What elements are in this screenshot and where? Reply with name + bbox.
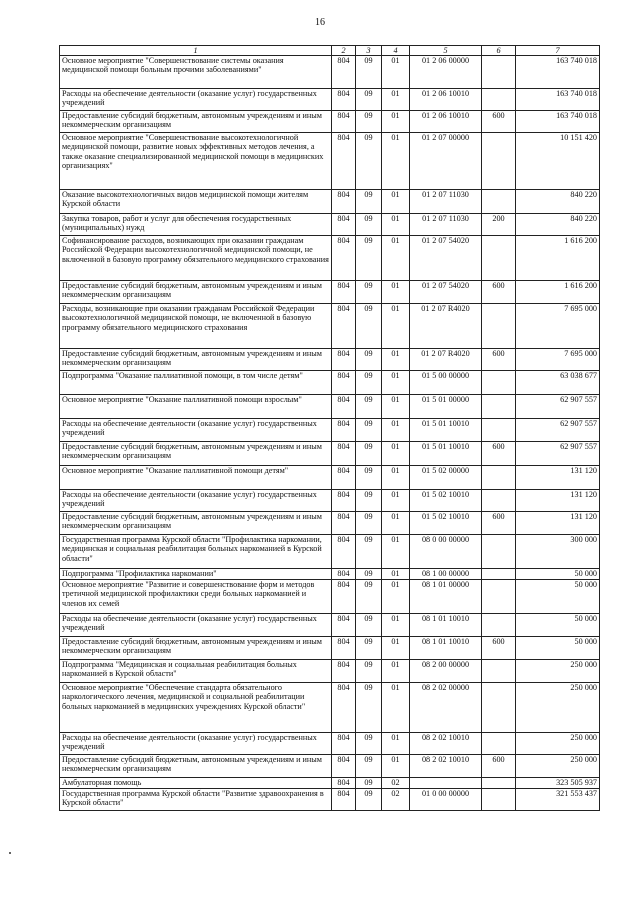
cell-csr: 01 2 07 54020 [410,236,482,281]
scan-speck [9,852,11,854]
cell-vr: 200 [482,214,516,236]
cell-vr [482,466,516,490]
cell-vr [482,304,516,349]
cell-csr [410,778,482,789]
cell-name: Основное мероприятие "Оказание паллиативной помощи детям" [60,466,332,490]
table-row [60,789,600,811]
cell-grbs: 804 [332,236,356,281]
cell-grbs: 804 [332,614,356,637]
table-row [60,190,600,214]
cell-vr [482,614,516,637]
cell-csr: 01 2 07 R4020 [410,304,482,349]
cell-vr [482,660,516,683]
cell-rz: 09 [356,214,382,236]
cell-vr [482,133,516,190]
cell-grbs: 804 [332,214,356,236]
cell-csr: 01 5 02 10010 [410,512,482,535]
cell-pr: 01 [382,111,410,133]
cell-rz: 09 [356,236,382,281]
cell-pr: 01 [382,442,410,466]
cell-pr: 01 [382,281,410,304]
cell-rz: 09 [356,56,382,89]
table-row [60,637,600,660]
cell-rz: 09 [356,371,382,395]
cell-csr: 01 2 07 11030 [410,190,482,214]
cell-vr: 600 [482,637,516,660]
cell-rz: 09 [356,395,382,419]
cell-rz: 09 [356,190,382,214]
table-row [60,236,600,281]
cell-vr: 600 [482,349,516,371]
cell-rz: 09 [356,442,382,466]
cell-amount: 63 038 677 [516,371,600,395]
cell-name: Предоставление субсидий бюджетным, автономным учреждениям и иным некоммерческим организациям [60,637,332,660]
cell-name: Расходы на обеспечение деятельности (оказание услуг) государственных учреждений [60,89,332,111]
cell-name: Расходы на обеспечение деятельности (оказание услуг) государственных учреждений [60,614,332,637]
cell-pr: 01 [382,236,410,281]
cell-csr: 01 5 01 00000 [410,395,482,419]
cell-grbs: 804 [332,660,356,683]
cell-grbs: 804 [332,281,356,304]
cell-pr: 01 [382,89,410,111]
cell-amount: 131 120 [516,466,600,490]
cell-name: Подпрограмма "Медицинская и социальная реабилитация больных наркоманией в Курской области" [60,660,332,683]
cell-amount: 840 220 [516,190,600,214]
cell-pr: 01 [382,395,410,419]
cell-amount: 163 740 018 [516,89,600,111]
cell-rz: 09 [356,733,382,755]
cell-vr [482,683,516,733]
cell-grbs: 804 [332,89,356,111]
cell-amount: 131 120 [516,512,600,535]
cell-amount: 250 000 [516,733,600,755]
cell-name: Амбулаторная помощь [60,778,332,789]
cell-name: Расходы, возникающие при оказании гражданам Российской Федерации высокотехнологичной медицинской помощи, не включенной в базовую программу обязательного медицинского страхования [60,304,332,349]
table-row [60,133,600,190]
cell-amount: 321 553 437 [516,789,600,811]
cell-name: Закупка товаров, работ и услуг для обеспечения государственных (муниципальных) нужд [60,214,332,236]
cell-vr [482,419,516,442]
cell-csr: 01 5 01 10010 [410,419,482,442]
cell-pr: 01 [382,569,410,580]
cell-name: Расходы на обеспечение деятельности (оказание услуг) государственных учреждений [60,419,332,442]
budget-table [59,45,600,811]
cell-rz: 09 [356,111,382,133]
cell-name: Государственная программа Курской области "Профилактика наркомании, медицинская и социальная реабилитация больных наркоманией в Курской области" [60,535,332,569]
cell-pr: 01 [382,683,410,733]
cell-grbs: 804 [332,789,356,811]
cell-amount: 131 120 [516,490,600,512]
cell-amount: 840 220 [516,214,600,236]
page-number: 16 [315,17,325,28]
cell-vr [482,535,516,569]
cell-csr: 08 2 02 10010 [410,755,482,778]
cell-pr: 01 [382,466,410,490]
cell-name: Предоставление субсидий бюджетным, автономным учреждениям и иным некоммерческим организациям [60,442,332,466]
cell-rz: 09 [356,133,382,190]
cell-csr: 08 2 00 00000 [410,660,482,683]
cell-csr: 08 1 01 10010 [410,637,482,660]
table-row [60,683,600,733]
cell-pr: 01 [382,304,410,349]
cell-pr: 02 [382,789,410,811]
table-row [60,442,600,466]
header-cell-name: 1 [60,46,332,56]
cell-rz: 09 [356,281,382,304]
cell-vr [482,789,516,811]
cell-csr: 01 2 07 00000 [410,133,482,190]
cell-rz: 09 [356,569,382,580]
cell-name: Основное мероприятие "Совершенствование системы оказания медицинской помощи больным прочими заболеваниями" [60,56,332,89]
table-row [60,778,600,789]
cell-grbs: 804 [332,755,356,778]
cell-csr: 08 1 00 00000 [410,569,482,580]
cell-rz: 09 [356,512,382,535]
cell-csr: 01 5 00 00000 [410,371,482,395]
cell-csr: 01 2 06 10010 [410,111,482,133]
cell-vr [482,778,516,789]
cell-csr: 08 0 00 00000 [410,535,482,569]
cell-csr: 08 1 01 00000 [410,580,482,614]
cell-amount: 7 695 000 [516,304,600,349]
cell-vr [482,733,516,755]
table-row [60,614,600,637]
cell-pr: 01 [382,190,410,214]
cell-grbs: 804 [332,535,356,569]
cell-rz: 09 [356,419,382,442]
table-header [60,46,600,56]
table-row [60,371,600,395]
cell-rz: 09 [356,490,382,512]
table-row [60,395,600,419]
cell-name: Подпрограмма "Оказание паллиативной помощи, в том числе детям" [60,371,332,395]
cell-vr [482,190,516,214]
table-body [60,56,600,811]
cell-amount: 163 740 018 [516,111,600,133]
header-cell-vr: 6 [482,46,516,56]
table-row [60,660,600,683]
table-row [60,349,600,371]
cell-amount: 250 000 [516,755,600,778]
cell-grbs: 804 [332,733,356,755]
table-row [60,304,600,349]
cell-rz: 09 [356,535,382,569]
cell-name: Основное мероприятие "Обеспечение стандарта обязательного наркологического лечения, медицинской и социальной реабилитации больных наркоманией в медицинских учреждениях Курской области" [60,683,332,733]
cell-name: Расходы на обеспечение деятельности (оказание услуг) государственных учреждений [60,490,332,512]
cell-amount: 62 907 557 [516,419,600,442]
cell-amount: 50 000 [516,637,600,660]
cell-pr: 01 [382,349,410,371]
table-row [60,419,600,442]
cell-pr: 01 [382,614,410,637]
cell-rz: 09 [356,637,382,660]
cell-rz: 09 [356,89,382,111]
table-row [60,733,600,755]
cell-csr: 01 2 07 54020 [410,281,482,304]
cell-name: Государственная программа Курской области "Развитие здравоохранения в Курской области" [60,789,332,811]
header-cell-csr: 5 [410,46,482,56]
cell-rz: 09 [356,580,382,614]
cell-amount: 62 907 557 [516,395,600,419]
cell-pr: 01 [382,580,410,614]
header-cell-pr: 4 [382,46,410,56]
cell-amount: 250 000 [516,683,600,733]
cell-grbs: 804 [332,569,356,580]
cell-pr: 02 [382,778,410,789]
cell-vr [482,490,516,512]
cell-pr: 01 [382,371,410,395]
cell-vr: 600 [482,755,516,778]
cell-rz: 09 [356,660,382,683]
table-row [60,214,600,236]
header-row [60,46,600,56]
table-row [60,490,600,512]
cell-pr: 01 [382,133,410,190]
table-row [60,512,600,535]
cell-grbs: 804 [332,349,356,371]
cell-rz: 09 [356,349,382,371]
cell-vr: 600 [482,442,516,466]
cell-csr: 01 2 07 11030 [410,214,482,236]
cell-amount: 300 000 [516,535,600,569]
cell-csr: 08 2 02 10010 [410,733,482,755]
cell-rz: 09 [356,778,382,789]
cell-grbs: 804 [332,683,356,733]
cell-name: Предоставление субсидий бюджетным, автономным учреждениям и иным некоммерческим организациям [60,281,332,304]
cell-grbs: 804 [332,490,356,512]
cell-name: Предоставление субсидий бюджетным, автономным учреждениям и иным некоммерческим организациям [60,111,332,133]
cell-name: Основное мероприятие "Совершенствование высокотехнологичной медицинской помощи, развитие новых эффективных методов лечения, а также оказание специализированной медицинской помощи в медицинских организациях" [60,133,332,190]
cell-name: Подпрограмма "Профилактика наркомании" [60,569,332,580]
cell-grbs: 804 [332,190,356,214]
cell-vr [482,371,516,395]
cell-grbs: 804 [332,56,356,89]
cell-vr [482,236,516,281]
cell-amount: 323 505 937 [516,778,600,789]
cell-csr: 01 0 00 00000 [410,789,482,811]
cell-name: Основное мероприятие "Оказание паллиативной помощи взрослым" [60,395,332,419]
table-row [60,466,600,490]
cell-name: Расходы на обеспечение деятельности (оказание услуг) государственных учреждений [60,733,332,755]
cell-amount: 10 151 420 [516,133,600,190]
cell-amount: 1 616 200 [516,281,600,304]
cell-pr: 01 [382,56,410,89]
cell-amount: 163 740 018 [516,56,600,89]
cell-vr: 600 [482,512,516,535]
cell-grbs: 804 [332,304,356,349]
cell-vr: 600 [482,111,516,133]
cell-amount: 7 695 000 [516,349,600,371]
table-row [60,755,600,778]
table-row [60,535,600,569]
cell-vr [482,56,516,89]
cell-name: Предоставление субсидий бюджетным, автономным учреждениям и иным некоммерческим организациям [60,349,332,371]
cell-pr: 01 [382,637,410,660]
cell-amount: 50 000 [516,569,600,580]
cell-grbs: 804 [332,419,356,442]
cell-pr: 01 [382,490,410,512]
table-row [60,569,600,580]
cell-amount: 50 000 [516,614,600,637]
cell-name: Оказание высокотехнологичных видов медицинской помощи жителям Курской области [60,190,332,214]
cell-grbs: 804 [332,111,356,133]
header-cell-rz: 3 [356,46,382,56]
cell-vr [482,89,516,111]
cell-vr [482,580,516,614]
cell-pr: 01 [382,755,410,778]
cell-rz: 09 [356,789,382,811]
cell-rz: 09 [356,304,382,349]
cell-name: Софинансирование расходов, возникающих при оказании гражданам Российской Федерации высокотехнологичной медицинской помощи, не включенной в базовую программу обязательного медицинского страхования [60,236,332,281]
header-cell-grbs: 2 [332,46,356,56]
table-row [60,281,600,304]
cell-grbs: 804 [332,580,356,614]
cell-name: Основное мероприятие "Развитие и совершенствование форм и методов третичной медицинской профилактики среди больных наркоманией и членов их семей [60,580,332,614]
cell-csr: 01 5 01 10010 [410,442,482,466]
table-row [60,111,600,133]
cell-csr: 08 2 02 00000 [410,683,482,733]
cell-csr: 01 5 02 10010 [410,490,482,512]
cell-name: Предоставление субсидий бюджетным, автономным учреждениям и иным некоммерческим организациям [60,512,332,535]
table-row [60,580,600,614]
cell-pr: 01 [382,512,410,535]
cell-grbs: 804 [332,512,356,535]
cell-grbs: 804 [332,395,356,419]
cell-pr: 01 [382,214,410,236]
cell-rz: 09 [356,614,382,637]
cell-csr: 01 2 06 00000 [410,56,482,89]
cell-vr [482,395,516,419]
cell-pr: 01 [382,535,410,569]
cell-pr: 01 [382,660,410,683]
cell-name: Предоставление субсидий бюджетным, автономным учреждениям и иным некоммерческим организациям [60,755,332,778]
cell-csr: 01 2 06 10010 [410,89,482,111]
cell-csr: 08 1 01 10010 [410,614,482,637]
cell-grbs: 804 [332,371,356,395]
cell-csr: 01 5 02 00000 [410,466,482,490]
table-row [60,89,600,111]
cell-grbs: 804 [332,466,356,490]
cell-pr: 01 [382,419,410,442]
cell-rz: 09 [356,755,382,778]
cell-rz: 09 [356,683,382,733]
cell-grbs: 804 [332,442,356,466]
cell-rz: 09 [356,466,382,490]
cell-pr: 01 [382,733,410,755]
cell-amount: 1 616 200 [516,236,600,281]
cell-amount: 62 907 557 [516,442,600,466]
cell-grbs: 804 [332,133,356,190]
cell-grbs: 804 [332,637,356,660]
cell-csr: 01 2 07 R4020 [410,349,482,371]
table-row [60,56,600,89]
cell-amount: 250 000 [516,660,600,683]
cell-vr [482,569,516,580]
cell-amount: 50 000 [516,580,600,614]
cell-grbs: 804 [332,778,356,789]
cell-vr: 600 [482,281,516,304]
header-cell-amount: 7 [516,46,600,56]
